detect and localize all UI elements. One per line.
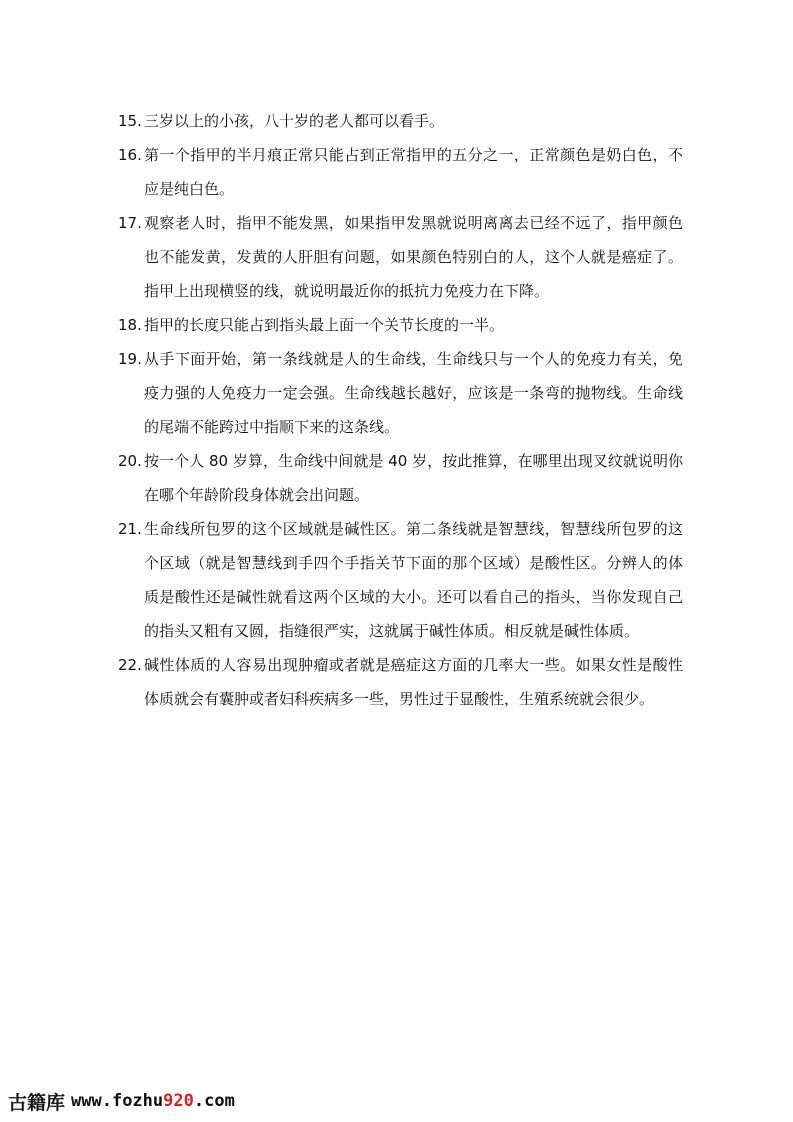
watermark-footer xyxy=(8,1086,235,1116)
item-text: 指甲的长度只能占到指头最上面一个关节长度的一半。 xyxy=(144,316,505,334)
list-item xyxy=(118,104,683,138)
list-item xyxy=(118,138,683,206)
item-text: 第一个指甲的半月痕正常只能占到正常指甲的五分之一，正常颜色是奶白色，不应是纯白色。 xyxy=(144,146,683,198)
list-item xyxy=(118,308,683,342)
item-number: 22. xyxy=(118,656,142,674)
list-item xyxy=(118,206,683,308)
site-url[interactable] xyxy=(71,1091,235,1111)
item-number: 20. xyxy=(118,452,142,470)
item-text: 从手下面开始，第一条线就是人的生命线，生命线只与一个人的免疫力有关，免疫力强的人免疫力一定会强。生命线越长越好，应该是一条弯的抛物线。生命线的尾端不能跨过中指顺下来的这条线。 xyxy=(144,350,683,436)
item-text: 三岁以上的小孩，八十岁的老人都可以看手。 xyxy=(144,112,445,130)
item-number: 15. xyxy=(118,112,142,130)
url-highlight: 920 xyxy=(163,1091,194,1111)
item-number: 18. xyxy=(118,316,142,334)
numbered-list xyxy=(118,104,683,716)
item-number: 16. xyxy=(118,146,142,164)
list-item xyxy=(118,342,683,444)
item-text: 生命线所包罗的这个区域就是碱性区。第二条线就是智慧线，智慧线所包罗的这个区域（就是智慧线到手四个手指关节下面的那个区域）是酸性区。分辨人的体质是酸性还是碱性就看这两个区域的大小。还可以看自己的指头，当你发现自己的指头又粗有又圆，指缝很严实，这就属于碱性体质。相反就是碱性体质。 xyxy=(144,520,683,640)
url-prefix: www.fozhu xyxy=(71,1091,164,1111)
item-number: 19. xyxy=(118,350,142,368)
item-number: 21. xyxy=(118,520,142,538)
url-suffix: .com xyxy=(193,1091,235,1111)
site-name: 古籍库 xyxy=(8,1091,66,1114)
item-text: 观察老人时，指甲不能发黑，如果指甲发黑就说明离离去已经不远了，指甲颜色也不能发黄，发黄的人肝胆有问题，如果颜色特别白的人，这个人就是癌症了。指甲上出现横竖的线，就说明最近你的抵抗力免疫力在下降。 xyxy=(144,214,683,300)
list-item xyxy=(118,444,683,512)
item-text: 碱性体质的人容易出现肿瘤或者就是癌症这方面的几率大一些。如果女性是酸性体质就会有囊肿或者妇科疾病多一些，男性过于显酸性，生殖系统就会很少。 xyxy=(144,656,683,708)
list-item xyxy=(118,648,683,716)
item-number: 17. xyxy=(118,214,142,232)
item-text: 按一个人 80 岁算，生命线中间就是 40 岁，按此推算，在哪里出现叉纹就说明你在哪个年龄阶段身体就会出问题。 xyxy=(144,452,683,504)
list-item xyxy=(118,512,683,648)
